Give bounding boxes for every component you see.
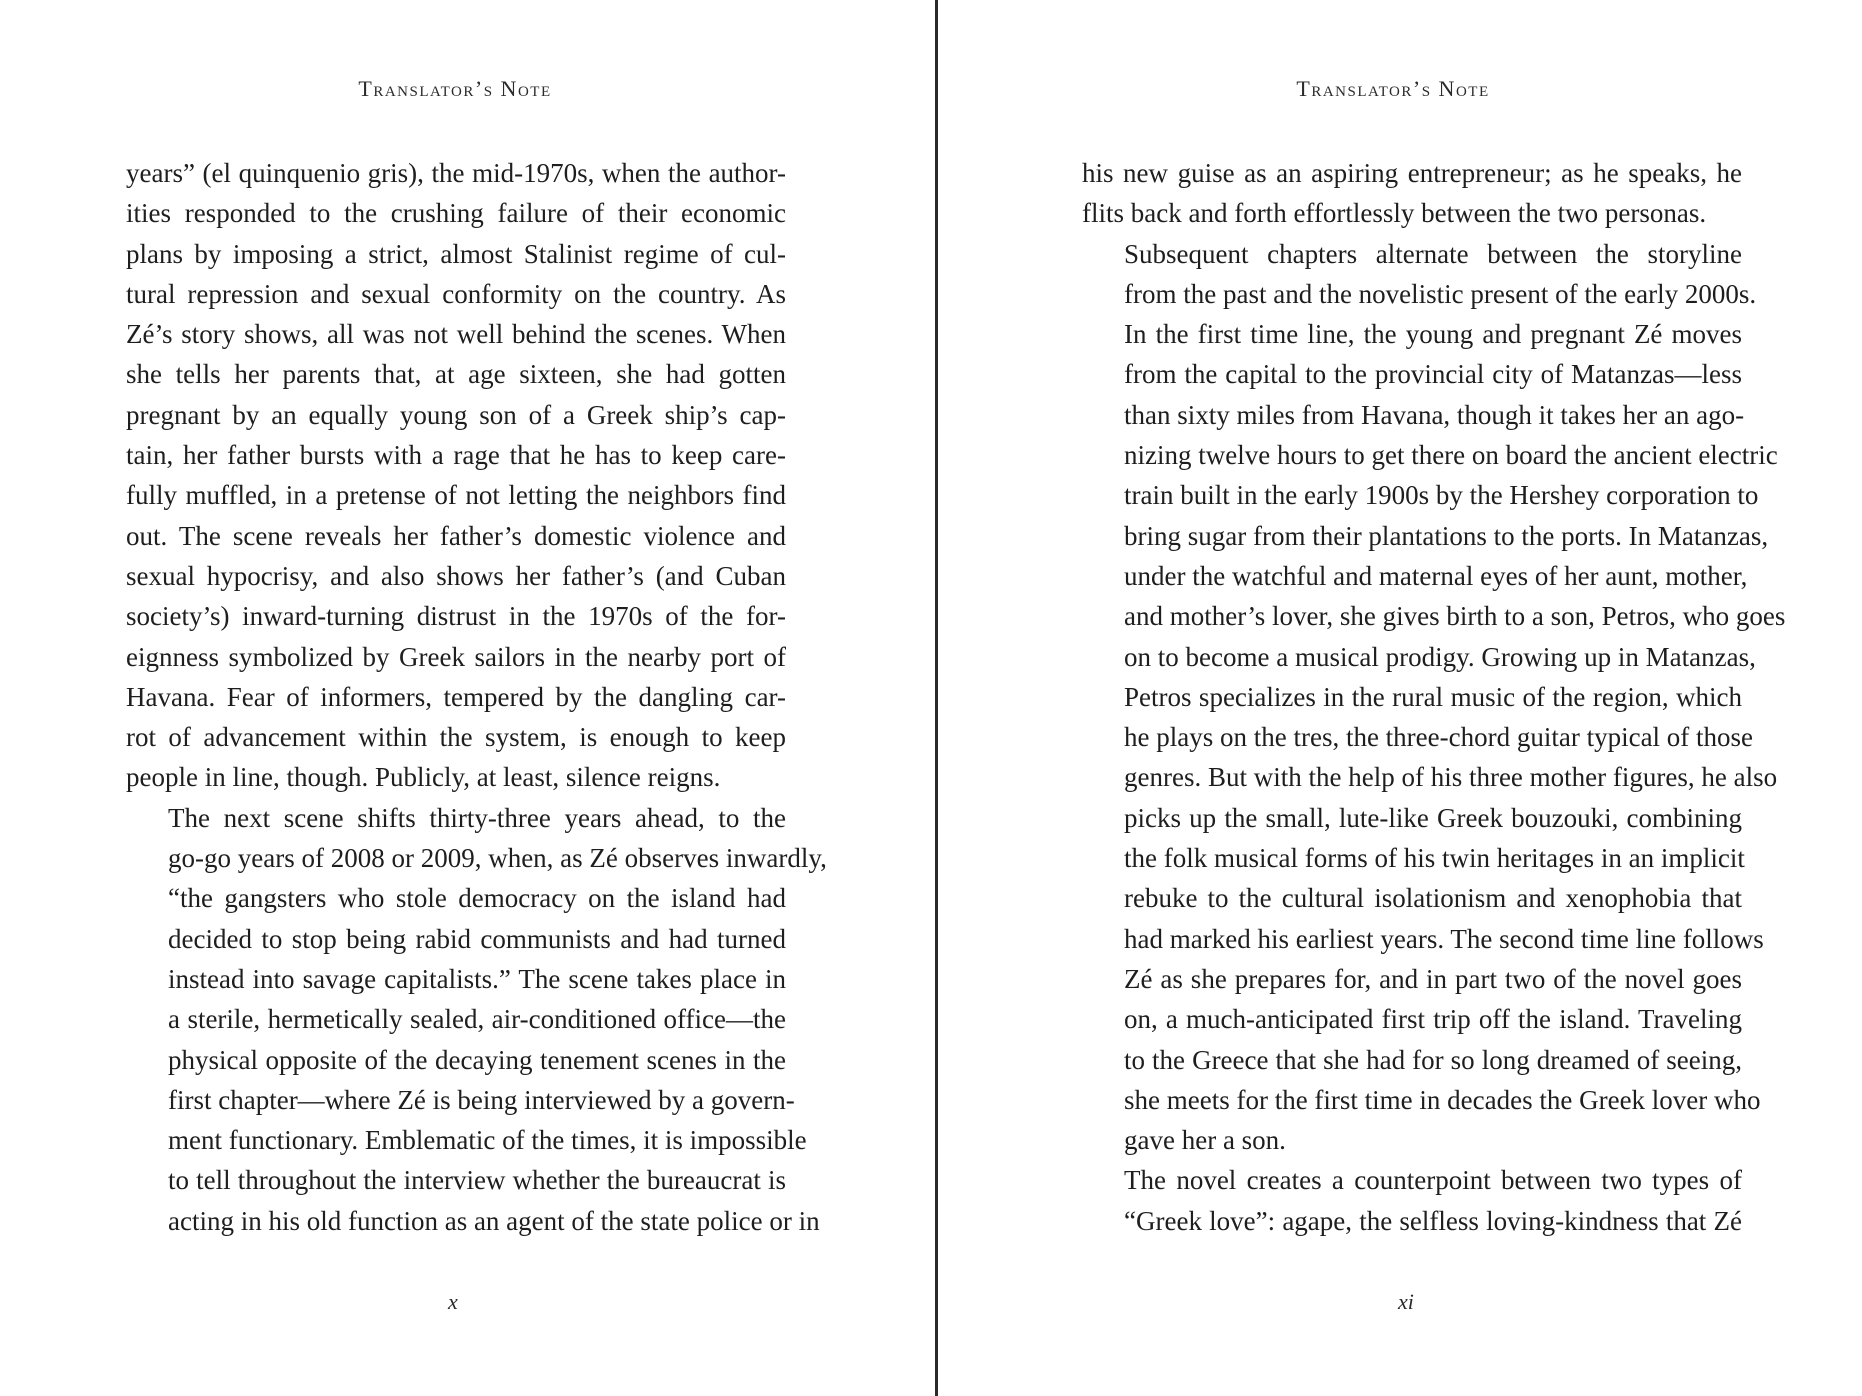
text-line: a sterile, hermetically sealed, air-conditioned office—the (168, 1004, 786, 1035)
text-line: eignness symbolized by Greek sailors in the nearby port of (126, 641, 786, 672)
text-line: she tells her parents that, at age sixteen, she had gotten (126, 359, 786, 390)
text-line: on to become a musical prodigy. Growing up in Matanzas, (1124, 641, 1756, 672)
text-line: fully muffled, in a pretense of not letting the neighbors find (126, 480, 786, 511)
text-line: under the watchful and maternal eyes of her aunt, mother, (1124, 560, 1748, 591)
text-line: out. The scene reveals her father’s domestic violence and (126, 520, 786, 551)
text-line: acting in his old function as an agent of the state police or in (168, 1205, 820, 1236)
paragraph (126, 153, 786, 798)
text-line: Zé as she prepares for, and in part two of the novel goes (1124, 963, 1742, 994)
text-line: bring sugar from their plantations to the ports. In Matanzas, (1124, 520, 1769, 551)
text-line: gave her a son. (1124, 1125, 1286, 1156)
text-line: pregnant by an equally young son of a Greek ship’s cap- (126, 399, 786, 430)
text-line: rot of advancement within the system, is enough to keep (126, 722, 786, 753)
paragraph (126, 798, 827, 1241)
text-line: ities responded to the crushing failure of their economic (126, 198, 786, 229)
text-line: “Greek love”: agape, the selfless loving-kindness that Zé (1124, 1205, 1742, 1236)
text-line: train built in the early 1900s by the Hershey corporation to (1124, 480, 1759, 511)
text-line: decided to stop being rabid communists and had turned (168, 923, 786, 954)
text-line: The novel creates a counterpoint between two types of (1124, 1165, 1742, 1196)
text-line: rebuke to the cultural isolationism and xenophobia that (1124, 883, 1742, 914)
running-head: Translator’s Note (1296, 76, 1490, 101)
text-line: to the Greece that she had for so long dreamed of seeing, (1124, 1044, 1742, 1075)
text-line: society’s) inward-turning distrust in the 1970s of the for- (126, 601, 786, 632)
text-line: go-go years of 2008 or 2009, when, as Zé observes inwardly, (168, 843, 827, 874)
text-line: from the capital to the provincial city of Matanzas—less (1124, 359, 1742, 390)
text-line: from the past and the novelistic present of the early 2000s. (1124, 278, 1757, 309)
text-line: Havana. Fear of informers, tempered by the dangling car- (126, 681, 786, 712)
page-number: xi (1398, 1289, 1414, 1314)
text-line: sexual hypocrisy, and also shows her father’s (and Cuban (126, 560, 786, 591)
text-line: Zé’s story shows, all was not well behind the scenes. When (126, 319, 786, 350)
text-line: he plays on the tres, the three-chord guitar typical of those (1124, 722, 1754, 753)
text-line: first chapter—where Zé is being interviewed by a govern- (168, 1084, 795, 1115)
text-line: genres. But with the help of his three mother figures, he also (1124, 762, 1778, 793)
paragraph (1082, 234, 1786, 1161)
text-line: and mother’s lover, she gives birth to a son, Petros, who goes (1124, 601, 1786, 632)
text-line: In the first time line, the young and pregnant Zé moves (1124, 319, 1742, 350)
text-line: picks up the small, lute-like Greek bouzouki, combining (1124, 802, 1742, 833)
text-line: than sixty miles from Havana, though it takes her an ago- (1124, 399, 1745, 430)
text-line: physical opposite of the decaying tenement scenes in the (168, 1044, 786, 1075)
text-line: nizing twelve hours to get there on board the ancient electric (1124, 440, 1778, 471)
text-line: The next scene shifts thirty-three years ahead, to the (168, 802, 786, 833)
text-line: “the gangsters who stole democracy on the island had (168, 883, 786, 914)
right-page (938, 0, 1862, 1396)
text-line: tural repression and sexual conformity on the country. As (126, 278, 786, 309)
text-line: on, a much-anticipated first trip off the island. Traveling (1124, 1004, 1742, 1035)
paragraph (1082, 1160, 1742, 1241)
page-body-text (1082, 153, 1786, 1241)
text-line: the folk musical forms of his twin heritages in an implicit (1124, 843, 1745, 874)
text-line: people in line, though. Publicly, at least, silence reigns. (126, 762, 721, 793)
running-head: Translator’s Note (358, 76, 552, 101)
text-line: plans by imposing a strict, almost Stalinist regime of cul- (126, 238, 786, 269)
text-line: she meets for the first time in decades the Greek lover who (1124, 1084, 1761, 1115)
page-number: x (448, 1289, 458, 1314)
text-line: Subsequent chapters alternate between the storyline (1124, 238, 1742, 269)
text-line: his new guise as an aspiring entrepreneur; as he speaks, he (1082, 158, 1742, 188)
text-line: ment functionary. Emblematic of the times, it is impossible (168, 1125, 807, 1156)
text-line: to tell throughout the interview whether the bureaucrat is (168, 1165, 786, 1196)
text-line: tain, her father bursts with a rage that he has to keep care- (126, 440, 786, 471)
text-line: had marked his earliest years. The second time line follows (1124, 923, 1764, 954)
paragraph (1082, 153, 1742, 234)
text-line: flits back and forth effortlessly between the two personas. (1082, 198, 1707, 229)
text-line: Petros specializes in the rural music of the region, which (1124, 681, 1742, 712)
page-body-text (126, 153, 827, 1241)
text-line: instead into savage capitalists.” The scene takes place in (168, 963, 786, 994)
text-line: years” (el quinquenio gris), the mid-1970s, when the author- (126, 158, 786, 188)
